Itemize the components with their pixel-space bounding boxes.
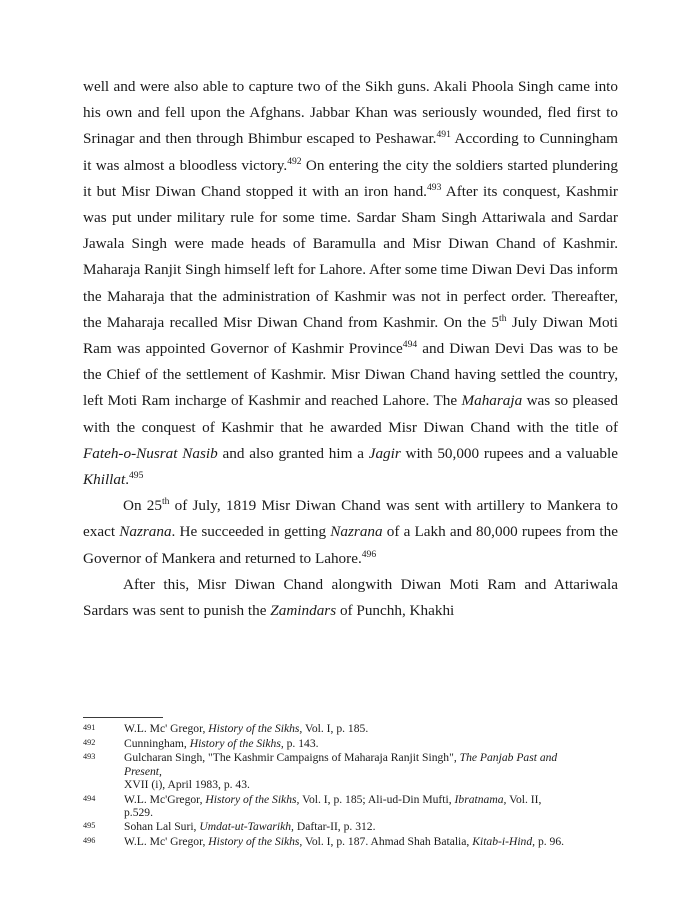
text-run: was so pleased with the conquest of Kashmir that he awarded Misr Diwan Chand with the title of [83,392,618,436]
text-run: p.529. [124,805,153,819]
italic-run: Zamindars [270,602,337,620]
text-run: and Diwan Devi Das was to be the Chief of the settlement of Kashmir. Misr Diwan Chand having settled the country, left Moti Ram incharge of Kashmir and reached Lahore. The [83,340,619,410]
text-run: Vol. I, p. 187. Ahmad Shah Batalia, [302,835,473,849]
footnote-number[interactable]: 495 [83,821,96,831]
footnote-marker[interactable]: 495 [129,470,144,482]
body-paragraph [83,572,618,624]
text-run: July Diwan Moti Ram was appointed Governor of Kashmir Province [83,313,618,358]
italic-run: Kitab-i-Hind, [472,835,536,849]
text-run: After its conquest, Kashmir was put under military rule for some time. Sardar Sham Singh Attariwala and Sardar Jawala Singh were made heads of Baramulla and Misr Diwan Chand of Kashmir. Maharaja Ranjit Singh himself left for Lahore. After some time Diwan Devi Das inform the Maharaja that the administration of Kashmir was not in perfect order. Thereafter, the Maharaja recalled Misr Diwan Chand from Kashmir. On the 5 [83,182,618,331]
footnote-text-continuation [124,778,618,791]
footnote-text [124,835,618,848]
footnote-text [124,820,618,833]
footnotes-area [83,717,618,850]
text-run: and also granted him a [217,444,369,462]
footnote-entry [83,820,618,833]
footnote-number[interactable]: 491 [83,723,96,732]
footnote-text [124,737,618,750]
text-run: Daftar-II, p. 312. [293,820,376,834]
body-paragraph [83,493,618,572]
text-run: of July, 1819 Misr Diwan Chand was sent with artillery to Mankera to exact [83,497,618,541]
italic-run: Khillat [83,471,126,489]
footnote-entry [83,835,618,848]
footnote-number[interactable]: 493 [83,752,96,762]
text-run: . He succeeded in getting [171,523,331,541]
footnote-marker[interactable]: th [499,312,507,324]
footnote-entry [83,737,618,750]
footnote-marker[interactable]: 493 [426,181,442,193]
italic-run: Ibratnama, [454,792,507,806]
text-run: with 50,000 rupees and a valuable [400,444,618,462]
footnote-text [124,793,618,819]
italic-run: Fateh-o-Nusrat Nasib [83,444,218,462]
text-run: Sohan Lal Suri, [124,820,200,834]
text-run: . [125,471,129,489]
text-run: Vol. I, p. 185. [302,722,369,735]
text-run: of a Lakh and 80,000 rupees from the Governor of Mankera and returned to Lahore. [83,523,618,567]
italic-run: History of the Sikhs, [189,736,284,750]
italic-run: Maharaja [461,392,523,410]
text-run: After this, Misr Diwan Chand alongwith Diwan Moti Ram and Attariwala Sardars was sent to punish the [83,575,618,620]
footnote-marker[interactable]: 491 [436,129,451,141]
text-run: Cunningham, [124,736,190,750]
footnote-number[interactable]: 496 [83,836,96,846]
italic-run: Present, [124,764,162,778]
text-run: p. 143. [283,736,319,750]
text-run: p. 96. [535,835,565,849]
text-run: Vol. I, p. 185; Ali-ud-Din Mufti, [299,792,455,806]
italic-run: Umdat-ut-Tawarikh, [199,820,294,834]
footnote-number[interactable]: 494 [83,793,96,803]
footnote-list [83,722,618,848]
text-run: On entering the city the soldiers started plundering it but Misr Diwan Chand stopped it with an iron hand. [83,156,618,200]
footnote-separator-rule [83,717,163,718]
italic-run: The Panjab Past and [459,751,558,765]
italic-run: Jagir [368,444,401,462]
text-run: of Punchh, Khakhi [336,602,455,620]
footnote-text [124,751,618,777]
italic-run: History of the Sikhs, [208,835,303,849]
italic-run: Nazrana [119,523,172,541]
body-paragraph [83,74,618,493]
text-run: According to Cunningham it was almost a bloodless victory. [83,130,618,174]
text-run: well and were also able to capture two of the Sikh guns. Akali Phoola Singh came into his own and fell upon the Afghans. Jabbar Khan was seriously wounded, fled first to Srinagar and then through Bhimbur escaped to Peshawar. [83,78,618,148]
text-run: Vol. II, [506,792,542,806]
footnote-entry [83,751,618,791]
footnote-text [124,722,618,735]
footnote-marker[interactable]: 494 [402,339,418,351]
footnote-marker[interactable]: 496 [361,548,377,560]
text-run: W.L. Mc' Gregor, [124,835,209,849]
paragraph-list [83,74,618,624]
text-run: W.L. Mc' Gregor, [124,722,209,735]
footnote-marker[interactable]: 492 [287,155,302,167]
footnote-entry [83,793,618,819]
italic-run: History of the Sikhs, [208,722,303,735]
text-run: XVII (i), April 1983, p. 43. [124,777,250,791]
text-run: On 25 [123,497,162,515]
text-run: Gulcharan Singh, "The Kashmir Campaigns of Maharaja Ranjit Singh", [124,751,460,765]
italic-run: Nazrana [330,523,383,541]
body-text-area [83,74,618,624]
italic-run: History of the Sikhs, [205,792,300,806]
footnote-entry [83,722,618,735]
footnote-number[interactable]: 492 [83,737,96,747]
footnote-marker[interactable]: th [161,496,170,508]
text-run: W.L. Mc'Gregor, [124,792,206,806]
